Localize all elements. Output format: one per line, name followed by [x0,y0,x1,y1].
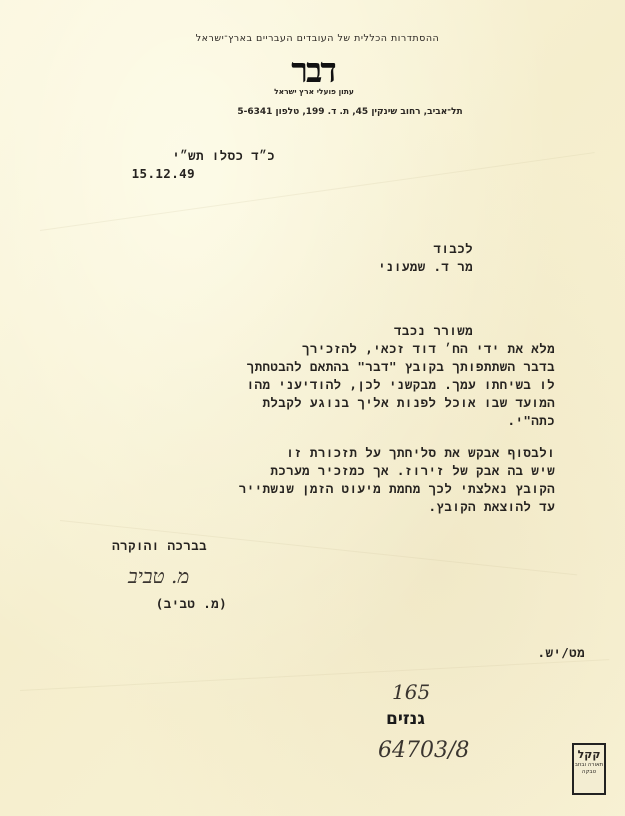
paragraph-line: הקובץ נאלצתי לכך מחמת מיעוט הזמן שנשתייר [238,481,555,496]
paragraph-line: בדבר השתתפותך בקובץ "דבר" בהתאם להבטחתך [246,359,555,374]
paragraph-line: שיש בה אבק של זירוז. אך כמזכיר מערכת [270,463,555,478]
stamp-text: קקל [577,748,601,761]
paragraph-line: ולבסוף אבקש את סליחתך על תזכורת זו [286,445,555,460]
logo-subtitle: עתון פועלי ארץ ישראל [274,87,354,96]
recipient-name: מר ד. שמעוני [378,259,473,274]
typed-signature: (מ. טביב) [155,596,227,611]
archive-catalog-number: 64703/8 [378,738,470,763]
paper-crease [20,659,609,691]
letterhead-address: תל־אביב, רחוב שינקין 45, ת. ד. 199, טלפון 5-6341 [237,107,463,117]
paper-crease [40,152,595,231]
archive-stamp-label: גנזים [386,709,425,729]
handwritten-signature: מ. טביב [128,564,190,588]
date-hebrew: כ״ד כסלו תש״י [172,148,275,163]
letterhead-organization: ההסתדרות הכללית של העובדים העבריים בארץ־ישראל [195,33,440,44]
paragraph-line: לו בשיחתו עמך. מבקשני לכן, להודיעני מהו [246,377,555,392]
salutation: משורר נכבד [393,323,473,338]
typist-initials: מט/יש. [537,645,585,660]
newspaper-logo: דבר [291,51,335,91]
closing: בברכה והוקרה [112,538,207,553]
paragraph-line: כתה"י. [507,413,555,428]
stamp-subtext: תאורה ובוזב טבקה [574,762,604,775]
paragraph-line: עד להוצאת הקובץ. [428,499,555,514]
archive-stamp [572,743,606,795]
date-gregorian: 15.12.49 [131,166,195,181]
recipient-greeting: לכבוד [433,241,473,256]
paragraph-line: מלא את ידי הח׳ דוד זכאי, להזכירך [301,341,555,356]
paragraph-line: המועד שבו אוכל לפנות אליך בנוגע לקבלת [262,395,555,410]
handwritten-number: 165 [392,680,431,704]
